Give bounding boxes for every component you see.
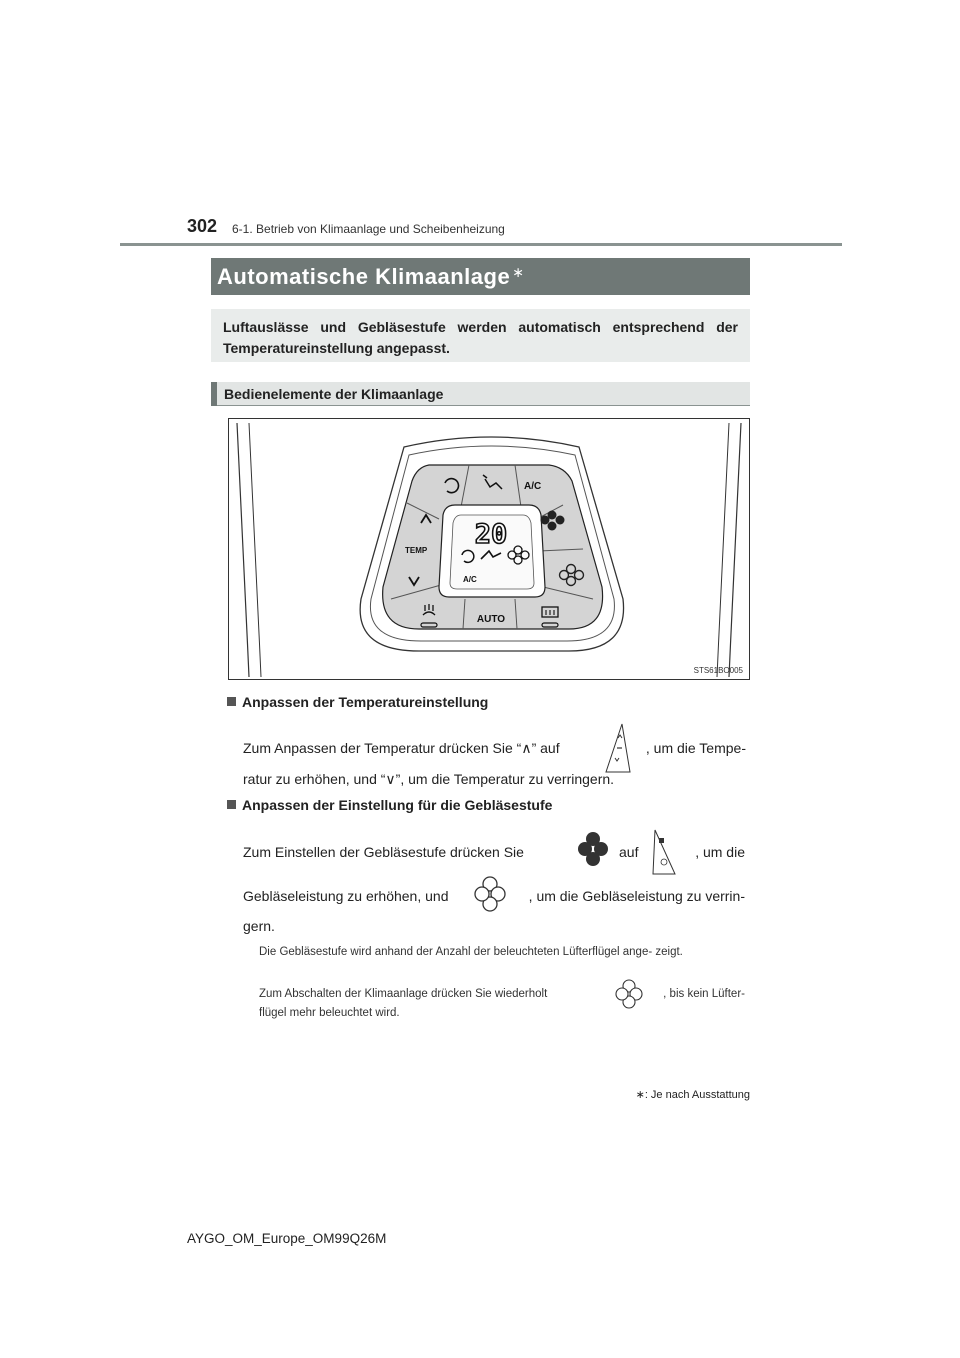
document-code: AYGO_OM_Europe_OM99Q26M xyxy=(187,1231,387,1246)
fan-decrease-inline-icon xyxy=(474,874,506,914)
fan-heading xyxy=(227,797,552,813)
fan-heading-text: Anpassen der Einstellung für die Gebläsestufe xyxy=(242,797,553,813)
bullet-square-icon xyxy=(227,800,236,809)
fan-note-2c: flügel mehr beleuchtet wird. xyxy=(259,1007,400,1019)
control-panel-figure xyxy=(228,418,750,680)
page-number: 302 xyxy=(187,216,218,236)
temperature-text-c: , um die Tempe- xyxy=(645,740,746,756)
temperature-line-2 xyxy=(243,771,745,788)
equipment-asterisk-icon: ∗ xyxy=(512,264,525,280)
fan-text-b: auf xyxy=(619,844,639,860)
subsection-heading-bar xyxy=(211,382,750,406)
section-title: Automatische Klimaanlage xyxy=(217,264,511,289)
fan-text-c: , um die xyxy=(695,844,745,860)
breadcrumb: 6-1. Betrieb von Klimaanlage und Scheibenheizung xyxy=(232,222,505,236)
header-divider xyxy=(120,243,842,246)
fan-text-a: Zum Einstellen der Gebläsestufe drücken Sie xyxy=(243,844,524,860)
down-symbol: ∨ xyxy=(385,771,396,787)
temperature-text-e: ”, um die Temperatur zu verringern. xyxy=(395,771,615,787)
fan-text-d: Gebläseleistung zu erhöhen, und xyxy=(243,888,449,904)
fan-increase-inline-icon xyxy=(578,830,608,868)
ac-button-label: A/C xyxy=(524,481,542,492)
temperature-text-d: ratur zu erhöhen, und “ xyxy=(243,771,386,787)
fan-off-inline-icon xyxy=(615,978,643,1010)
control-panel-illustration xyxy=(229,419,749,679)
temperature-text-b: ” auf xyxy=(531,740,560,756)
section-title-bar xyxy=(211,258,750,295)
figure-code: STS61BO005 xyxy=(693,666,743,675)
fan-note-2a: Zum Abschalten der Klimaanlage drücken Sie wiederholt xyxy=(259,988,548,1000)
temperature-heading xyxy=(227,694,488,710)
temperature-text-a: Zum Anpassen der Temperatur drücken Sie “ xyxy=(243,740,522,756)
display-temperature: 20 xyxy=(474,519,508,550)
temp-label: TEMP xyxy=(405,546,428,555)
display-ac-label: A/C xyxy=(463,575,477,584)
footnote xyxy=(636,1088,750,1101)
footnote-text: : Je nach Ausstattung xyxy=(644,1089,750,1101)
up-symbol: ∧ xyxy=(521,740,532,756)
fan-text-f: gern. xyxy=(243,918,275,934)
intro-box: Luftauslässe und Gebläsestufe werden automatisch entsprechend der Temperatureinstellung angepasst. xyxy=(211,309,750,362)
bullet-square-icon xyxy=(227,697,236,706)
fan-note-2b: , bis kein Lüfter- xyxy=(663,988,745,1000)
heading-marker xyxy=(211,382,217,406)
fan-button-inline-icon xyxy=(651,828,677,876)
footnote-asterisk-icon: ∗ xyxy=(635,1089,645,1101)
fan-note-1: Die Gebläsestufe wird anhand der Anzahl der beleuchteten Lüfterflügel ange- zeigt. xyxy=(259,946,683,958)
fan-text-e: , um die Gebläseleistung zu verrin- xyxy=(528,888,745,904)
temp-button-inline-icon xyxy=(604,722,632,774)
auto-button-label: AUTO xyxy=(476,614,506,625)
temperature-heading-text: Anpassen der Temperatureinstellung xyxy=(242,694,489,710)
subsection-heading: Bedienelemente der Klimaanlage xyxy=(224,386,444,402)
